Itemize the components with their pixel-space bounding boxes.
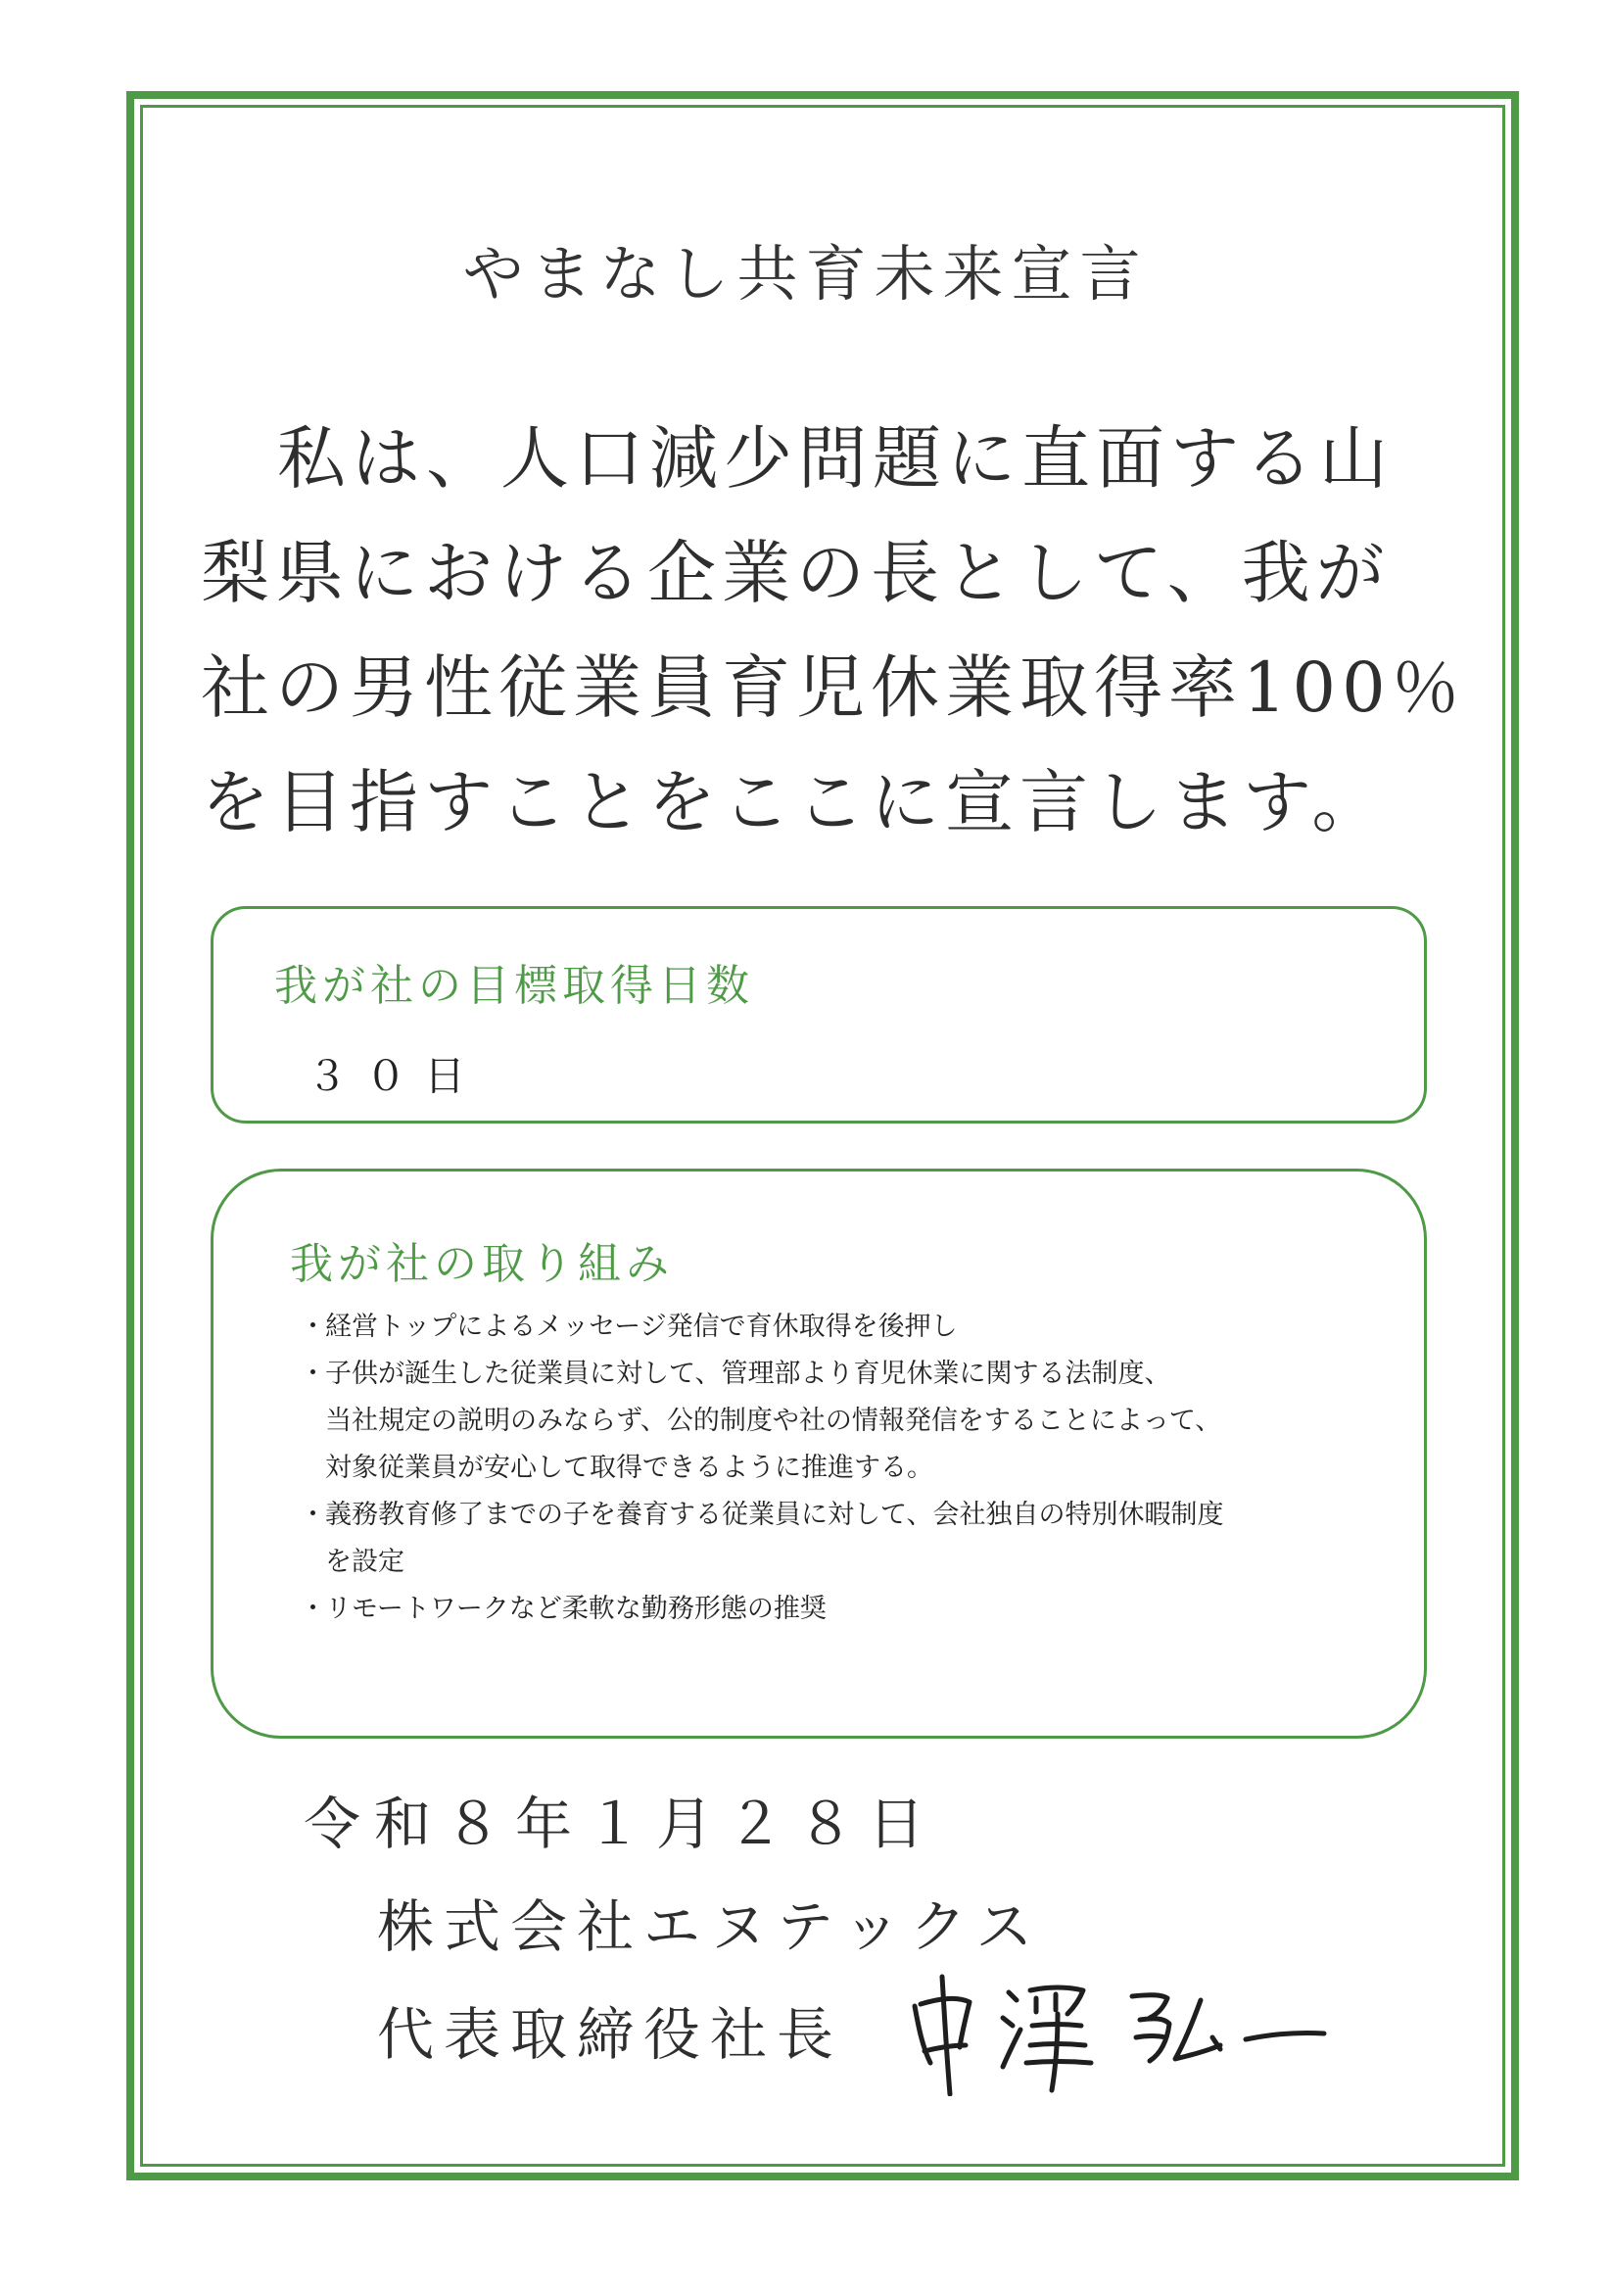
document-title: やまなし共育未来宣言 [462, 238, 1149, 310]
declaration-line: 私は、人口減少問題に直面する山 [277, 418, 1394, 499]
declaration-line: 社の男性従業員育児休業取得率100％ [201, 647, 1466, 728]
list-item-text: 対象従業員が安心して取得できるように推進する。 [325, 1453, 933, 1483]
handwritten-signature [901, 1969, 1332, 2096]
list-item-text: 義務教育修了までの子を養育する従業員に対して、会社独自の特別休暇制度 [325, 1500, 1224, 1530]
initiatives-box [211, 1169, 1427, 1739]
initiatives-heading: 我が社の取り組み [290, 1239, 674, 1289]
list-item [300, 1304, 1397, 1351]
bullet-marker: ・ [300, 1594, 326, 1624]
declaration-date: 令和８年１月２８日 [304, 1791, 939, 1857]
declaration-line: を目指すことをここに宣言します。 [201, 762, 1387, 842]
declaration-text [201, 402, 1466, 860]
list-item-text: リモートワークなど柔軟な勤務形態の推奨 [325, 1594, 827, 1624]
list-item [300, 1586, 1397, 1633]
list-item-text: 当社規定の説明のみならず、公的制度や社の情報発信をすることによって、 [325, 1406, 1222, 1436]
company-name: 株式会社エヌテックス [377, 1893, 1043, 1960]
bullet-marker: ・ [300, 1500, 326, 1530]
list-item-text: を設定 [325, 1547, 404, 1577]
list-item [300, 1492, 1397, 1586]
target-days-value: ３０日 [307, 1052, 484, 1100]
list-item [300, 1351, 1397, 1492]
list-item-text: 子供が誕生した従業員に対して、管理部より育児休業に関する法制度、 [325, 1359, 1171, 1389]
bullet-marker: ・ [300, 1359, 326, 1389]
target-days-heading: 我が社の目標取得日数 [274, 961, 754, 1011]
representative-title: 代表取締役社長 [377, 2001, 844, 2068]
declaration-line: 梨県における企業の長として、我が [201, 533, 1391, 613]
target-days-box [211, 906, 1427, 1124]
bullet-marker: ・ [300, 1312, 326, 1342]
initiatives-list [300, 1304, 1397, 1633]
list-item-text: 経営トップによるメッセージ発信で育休取得を後押し [325, 1312, 958, 1342]
